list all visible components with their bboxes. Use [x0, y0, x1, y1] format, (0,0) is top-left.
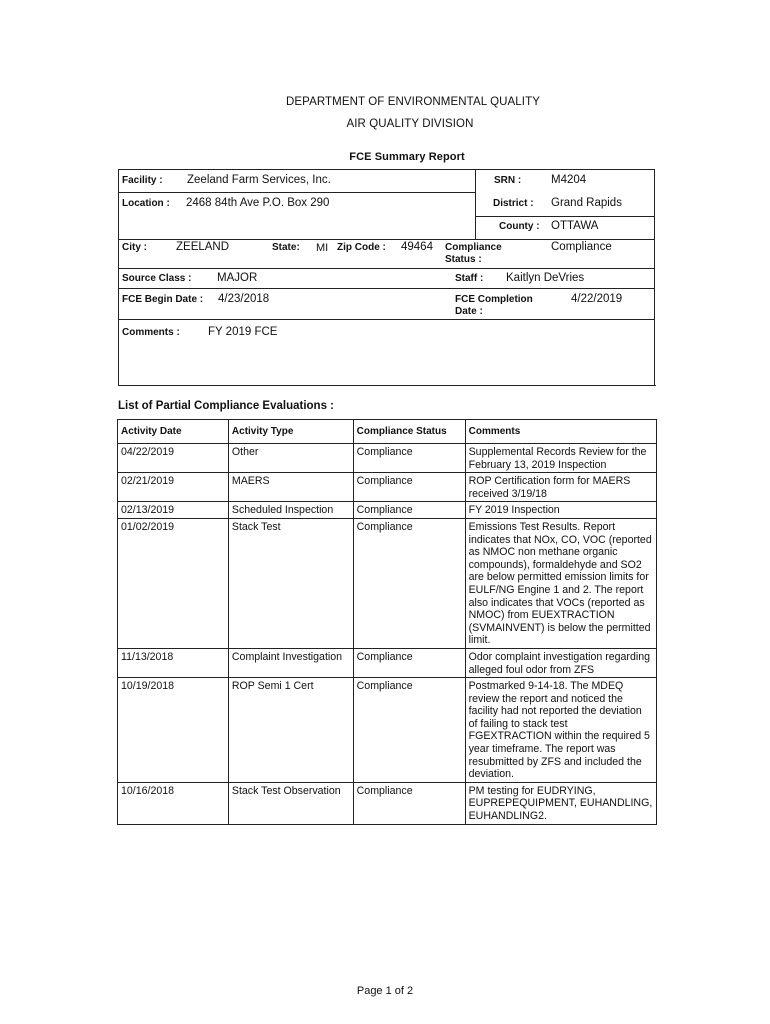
source-class-value: MAJOR — [217, 272, 258, 284]
fce-begin-label: FCE Begin Date : — [122, 294, 204, 305]
compliance-status-label: Compliance — [445, 242, 502, 253]
comments-cell: FY 2019 Inspection — [465, 502, 656, 519]
facility-label: Facility : — [122, 175, 163, 186]
comments-cell: Emissions Test Results. Report indicates that NOx, CO, VOC (reported as NMOC non methane organic compounds), formaldehyde and SO2 are below permitted emission limits for EULF/NG Engine 1 and 2. The report also indicates that VOCs (reported as NMOC) from EUEXTRACTION (SVMAINVENT) is below the permitted limit. — [465, 518, 656, 648]
table-row — [118, 444, 657, 473]
summary-divider — [475, 170, 476, 240]
activity-date-cell: 01/02/2019 — [118, 518, 229, 648]
column-header-activity-type: Activity Type — [228, 420, 353, 444]
staff-label: Staff : — [455, 273, 484, 284]
district-label: District : — [493, 198, 534, 209]
activity-type-cell: Complaint Investigation — [228, 648, 353, 677]
pce-list-title: List of Partial Compliance Evaluations : — [118, 400, 334, 412]
state-value: MI — [316, 242, 329, 254]
source-class-label: Source Class : — [122, 273, 192, 284]
department-heading: DEPARTMENT OF ENVIRONMENTAL QUALITY — [286, 96, 540, 108]
comments-value: FY 2019 FCE — [208, 326, 278, 338]
column-header-compliance-status: Compliance Status — [353, 420, 465, 444]
comments-cell: PM testing for EUDRYING, EUPREPEQUIPMENT, EUHANDLING, EUHANDLING2. — [465, 782, 656, 824]
activity-type-cell: Stack Test Observation — [228, 782, 353, 824]
srn-value: M4204 — [551, 174, 587, 186]
county-value: OTTAWA — [551, 220, 599, 232]
summary-rule — [119, 239, 654, 240]
city-value: ZEELAND — [176, 241, 230, 253]
table-row — [118, 502, 657, 519]
compliance-status-value: Compliance — [551, 241, 612, 253]
activity-date-cell: 02/21/2019 — [118, 473, 229, 502]
activity-type-cell: Scheduled Inspection — [228, 502, 353, 519]
county-label: County : — [499, 221, 540, 232]
division-heading: AIR QUALITY DIVISION — [346, 118, 474, 130]
summary-rule — [119, 268, 654, 269]
compliance-status-cell: Compliance — [353, 473, 465, 502]
table-row — [118, 678, 657, 783]
district-value: Grand Rapids — [551, 197, 622, 209]
page-number: Page 1 of 2 — [356, 985, 414, 997]
zip-label: Zip Code : — [337, 242, 386, 253]
compliance-status-cell: Compliance — [353, 502, 465, 519]
activity-type-cell: Other — [228, 444, 353, 473]
fce-completion-value: 4/22/2019 — [571, 293, 623, 305]
summary-rule — [119, 192, 475, 193]
compliance-status-cell: Compliance — [353, 678, 465, 783]
state-label: State: — [272, 242, 300, 253]
activity-date-cell: 11/13/2018 — [118, 648, 229, 677]
summary-rule — [119, 288, 654, 289]
fce-completion-label: FCE Completion — [455, 294, 533, 305]
table-row — [118, 518, 657, 648]
table-row — [118, 782, 657, 824]
comments-cell: ROP Certification form for MAERS received 3/19/18 — [465, 473, 656, 502]
activity-date-cell: 10/19/2018 — [118, 678, 229, 783]
zip-value: 49464 — [401, 241, 433, 253]
location-label: Location : — [122, 198, 170, 209]
staff-value: Kaitlyn DeVries — [506, 272, 585, 284]
fce-begin-value: 4/23/2018 — [218, 293, 270, 305]
compliance-status-label-2: Status : — [445, 254, 482, 265]
facility-value: Zeeland Farm Services, Inc. — [187, 174, 331, 186]
srn-label: SRN : — [494, 175, 522, 186]
location-value: 2468 84th Ave P.O. Box 290 — [186, 197, 330, 209]
activity-type-cell: ROP Semi 1 Cert — [228, 678, 353, 783]
summary-rule — [119, 319, 654, 320]
city-label: City : — [122, 242, 147, 253]
summary-rule — [475, 216, 655, 217]
comments-cell: Postmarked 9-14-18. The MDEQ review the report and noticed the facility had not reported the deviation of failing to stack test FGEXTRACTION within the required 5 year timeframe. The report was resubmitted by ZFS and included the deviation. — [465, 678, 656, 783]
activity-date-cell: 10/16/2018 — [118, 782, 229, 824]
summary-bottom-rule — [119, 385, 656, 386]
column-header-activity-date: Activity Date — [118, 420, 229, 444]
compliance-status-cell: Compliance — [353, 648, 465, 677]
activity-type-cell: MAERS — [228, 473, 353, 502]
comments-cell: Supplemental Records Review for the February 13, 2019 Inspection — [465, 444, 656, 473]
fce-completion-label-2: Date : — [455, 306, 483, 317]
activity-type-cell: Stack Test — [228, 518, 353, 648]
activity-date-cell: 04/22/2019 — [118, 444, 229, 473]
compliance-status-cell: Compliance — [353, 444, 465, 473]
fce-summary-box — [118, 169, 655, 386]
pce-table — [117, 419, 657, 825]
table-row — [118, 473, 657, 502]
table-row — [118, 648, 657, 677]
compliance-status-cell: Compliance — [353, 782, 465, 824]
column-header-comments: Comments — [465, 420, 656, 444]
activity-date-cell: 02/13/2019 — [118, 502, 229, 519]
compliance-status-cell: Compliance — [353, 518, 465, 648]
report-title: FCE Summary Report — [349, 151, 465, 163]
comments-label: Comments : — [122, 327, 180, 338]
comments-cell: Odor complaint investigation regarding alleged foul odor from ZFS — [465, 648, 656, 677]
pce-header-row — [118, 420, 657, 444]
